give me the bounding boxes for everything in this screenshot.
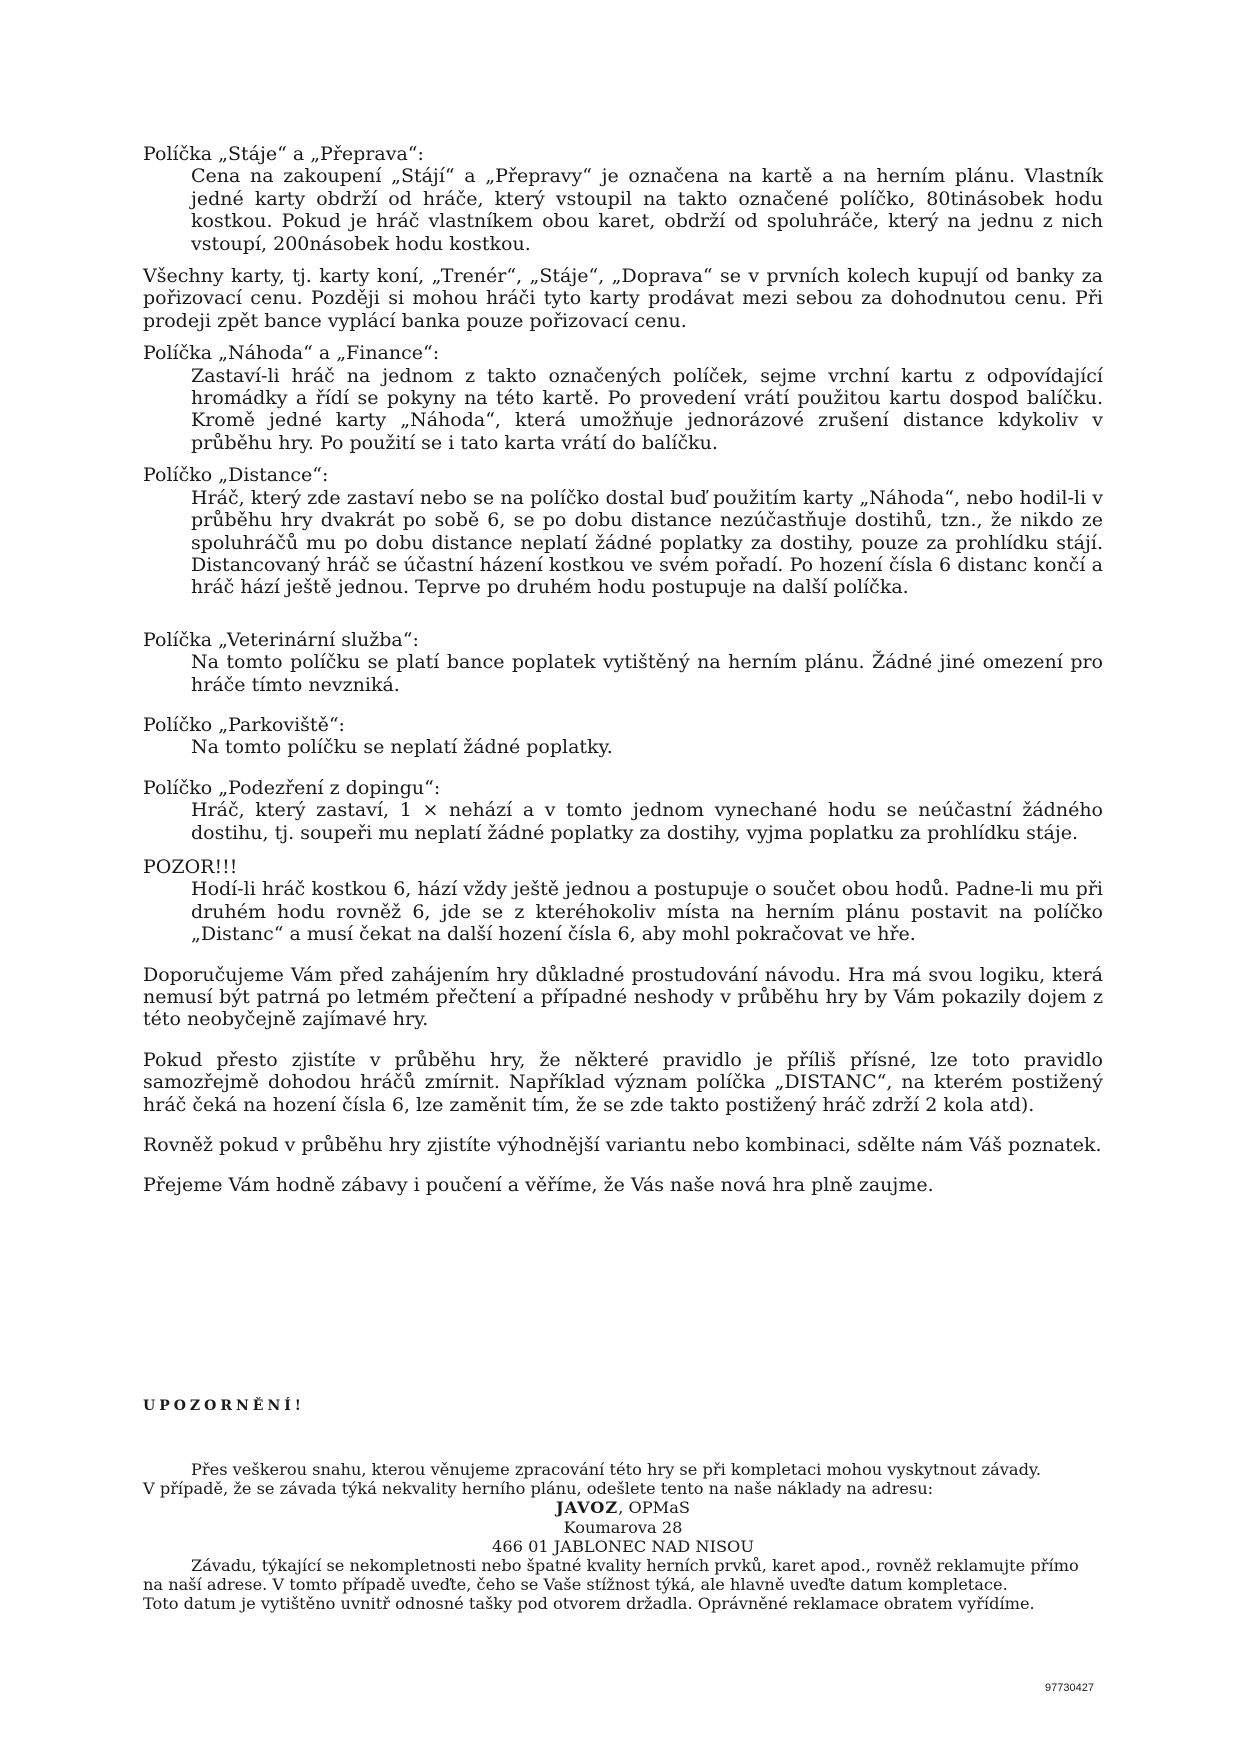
notice-line: na naší adrese. V tomto případě uveďte, čeho se Vaše stížnost týká, ale hlavně uveďte datum kompletace. — [143, 1575, 1008, 1595]
product-code: 97730427 — [1045, 1682, 1094, 1694]
section-staje — [143, 143, 1103, 255]
section-distance — [143, 464, 1103, 598]
section-text: Cena na zakoupení „Stájí“ a „Přepravy“ je označena na kartě a na herním plánu. Vlastník jedné karty obdrží od hráče, který vstoupil na takto označené políčko, 80tinásobek hodu kostkou. Pokud je hráč vlastníkem obou karet, obdrží od spoluhráče, který na jednu z nich vstoupí, 200násobek hodu kostkou. — [191, 165, 1103, 255]
section-text: Hráč, který zastaví, 1 × nehází a v tomto jednom vynechané hodu se neúčastní žádného dostihu, tj. soupeři mu neplatí žádné poplatky za dostihy, vyjma poplatku za prohlídku stáje. — [191, 799, 1103, 844]
notice-company — [143, 1498, 1103, 1517]
notice-line: Přes veškerou snahu, kterou věnujeme zpracování této hry se při kompletaci mohou vyskytnout závady. — [191, 1460, 1042, 1479]
notice-line: Závadu, týkající se nekompletnosti nebo špatné kvality herních prvků, karet apod., rovněž reklamujte přímo — [191, 1556, 1079, 1576]
section-veterina — [143, 629, 1103, 696]
notice-title: UPOZORNĚNÍ! — [143, 1398, 305, 1414]
section-heading: Políčka „Náhoda“ a „Finance“: — [143, 342, 440, 365]
notice-block — [143, 1460, 1103, 1614]
section-text: Hodí-li hráč kostkou 6, hází vždy ještě jednou a postupuje o součet obou hodů. Padne-li mu při druhém hodu rovněž 6, jde se z kteréhokoliv místa na herním plánu postavit na políčko „Distanc“ a musí čekat na další hození čísla 6, aby mohl pokračovat ve hře. — [191, 878, 1103, 946]
closing-paragraph-1: Doporučujeme Vám před zahájením hry důkladné prostudování návodu. Hra má svou logiku, která nemusí být patrná po letmém přečtení a případné neshody v průběhu hry by Vám pokazily dojem z této neobyčejně zajímavé hry. — [143, 963, 1103, 1031]
rules-body — [143, 143, 1103, 1215]
section-text: Zastaví-li hráč na jednom z takto označených políček, sejme vrchní kartu z odpovídající hromádky a řídí se pokyny na této kartě. Po provedení vrátí použitou kartu dospod balíčku. Kromě jedné karty „Náhoda“, která umožňuje jednorázové zrušení distance kdykoliv v průběhu hry. Po použití se i tato karta vrátí do balíčku. — [191, 364, 1103, 454]
section-heading: Políčka „Stáje“ a „Přeprava“: — [143, 143, 424, 165]
closing-paragraph-2: Pokud přesto zjistíte v průběhu hry, že některé pravidlo je příliš přísné, lze toto pravidlo samozřejmě dohodou hráčů zmírnit. Například význam políčka „DISTANC“, na kterém postižený hráč čeká na hození čísla 6, lze zaměnit tím, že se zde takto postižený hráč zdrží 2 kola atd). — [143, 1048, 1103, 1116]
section-heading: Políčko „Distance“: — [143, 464, 329, 487]
section-text: Hráč, který zde zastaví nebo se na políčko dostal buď použitím karty „Náhoda“, nebo hodil-li v průběhu hry dvakrát po sobě 6, se po dobu distance nezúčastňuje dostihů, tzn., že nikdo ze spoluhráčů mu po dobu distance neplatí žádné poplatky za dostihy, pouze za prohlídku stájí. Distancovaný hráč se účastní házení kostkou ve svém pořadí. Po hození čísla 6 distanc končí a hráč hází ještě jednou. Teprve po druhém hodu postupuje na další políčka. — [191, 486, 1103, 599]
notice-line: Toto datum je vytištěno uvnitř odnosné tašky pod otvorem držadla. Oprávněné reklamace obratem vyřídíme. — [143, 1594, 1035, 1614]
section-heading: Políčko „Parkoviště“: — [143, 713, 345, 736]
paragraph-karty: Všechny karty, tj. karty koní, „Trenér“, „Stáje“, „Doprava“ se v prvních kolech kupují od banky za pořizovací cenu. Později si mohou hráči tyto karty prodávat mezi sebou za dohodnutou cenu. Při prodeji zpět bance vyplácí banka pouze pořizovací cenu. — [143, 265, 1103, 332]
section-nahoda — [143, 342, 1103, 454]
company-suffix: , OPMaS — [618, 1498, 690, 1518]
section-pozor — [143, 856, 1103, 946]
notice-city: 466 01 JABLONEC NAD NISOU — [492, 1536, 754, 1556]
notice-street: Koumarova 28 — [563, 1517, 683, 1537]
company-name: JAVOZ — [555, 1498, 619, 1518]
section-text: Na tomto políčku se neplatí žádné poplatky. — [191, 736, 613, 759]
section-heading: Políčko „Podezření z dopingu“: — [143, 776, 441, 799]
section-parkoviste — [143, 714, 1103, 759]
notice-line: V případě, že se závada týká nekvality herního plánu, odešlete tento na naše náklady na adresu: — [143, 1479, 934, 1499]
closing-paragraph-4: Přejeme Vám hodně zábavy i poučení a věříme, že Vás naše nová hra plně zaujme. — [143, 1174, 934, 1197]
section-heading: Políčka „Veterinární služba“: — [143, 628, 419, 651]
section-heading: POZOR!!! — [143, 855, 238, 878]
closing-paragraph-3: Rovněž pokud v průběhu hry zjistíte výhodnější variantu nebo kombinaci, sdělte nám Váš poznatek. — [143, 1134, 1102, 1157]
section-text: Na tomto políčku se platí bance poplatek vytištěný na herním plánu. Žádné jiné omezení pro hráče tímto nevzniká. — [191, 651, 1103, 696]
section-doping — [143, 777, 1103, 844]
